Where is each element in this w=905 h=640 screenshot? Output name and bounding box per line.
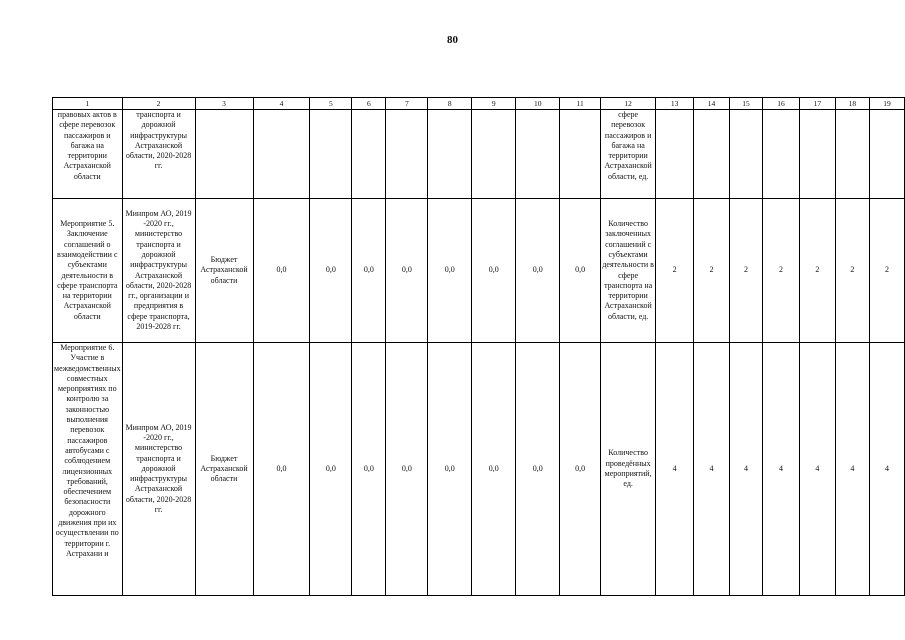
page-number: 80 bbox=[447, 34, 458, 46]
column-header: 1 bbox=[53, 98, 123, 110]
value-cell bbox=[560, 110, 601, 199]
target-cell bbox=[694, 110, 730, 199]
table-header-row bbox=[53, 98, 905, 110]
measure-name-cell: Мероприятие 6. Участие в межведомственных совместных мероприятиях по контролю за законностью выполнения перевозок пассажиров автобусами с соблюдением лицензионных требований, обеспечением безопасности дорожного движения при их осуществлении по территории г. Астрахани и bbox=[53, 343, 123, 596]
table-row bbox=[53, 199, 905, 343]
value-cell bbox=[472, 110, 516, 199]
executor-cell: транспорта и дорожной инфраструктуры Астраханской области, 2020-2028 гг. bbox=[122, 110, 195, 199]
value-cell: 0,0 bbox=[428, 343, 472, 596]
target-cell: 4 bbox=[763, 343, 800, 596]
value-cell: 0,0 bbox=[310, 199, 352, 343]
column-header: 13 bbox=[656, 98, 694, 110]
value-cell: 0,0 bbox=[516, 199, 560, 343]
value-cell bbox=[352, 110, 386, 199]
target-cell bbox=[835, 110, 869, 199]
target-cell: 4 bbox=[656, 343, 694, 596]
column-header: 12 bbox=[601, 98, 656, 110]
indicator-cell: сфере перевозок пассажиров и багажа на территории Астраханской области, ед. bbox=[601, 110, 656, 199]
target-cell: 2 bbox=[656, 199, 694, 343]
target-cell bbox=[656, 110, 694, 199]
target-cell: 4 bbox=[869, 343, 904, 596]
target-cell bbox=[763, 110, 800, 199]
column-header: 4 bbox=[253, 98, 310, 110]
column-header: 6 bbox=[352, 98, 386, 110]
target-cell: 2 bbox=[835, 199, 869, 343]
column-header: 16 bbox=[763, 98, 800, 110]
value-cell: 0,0 bbox=[386, 343, 428, 596]
column-header: 17 bbox=[799, 98, 835, 110]
target-cell bbox=[869, 110, 904, 199]
column-header: 11 bbox=[560, 98, 601, 110]
indicator-cell: Количество заключенных соглашений с субъектами деятельности в сфере транспорта на территории Астраханской области, ед. bbox=[601, 199, 656, 343]
value-cell: 0,0 bbox=[472, 343, 516, 596]
table-row bbox=[53, 343, 905, 596]
measure-name-cell: правовых актов в сфере перевозок пассажиров и багажа на территории Астраханской области bbox=[53, 110, 123, 199]
indicator-cell: Количество проведённых мероприятий, ед. bbox=[601, 343, 656, 596]
value-cell bbox=[253, 110, 310, 199]
target-cell: 2 bbox=[730, 199, 763, 343]
column-header: 7 bbox=[386, 98, 428, 110]
value-cell: 0,0 bbox=[352, 343, 386, 596]
target-cell bbox=[730, 110, 763, 199]
target-cell: 2 bbox=[869, 199, 904, 343]
column-header: 10 bbox=[516, 98, 560, 110]
value-cell: 0,0 bbox=[253, 343, 310, 596]
value-cell bbox=[516, 110, 560, 199]
column-header: 9 bbox=[472, 98, 516, 110]
funding-source-cell: Бюджет Астраханской области bbox=[195, 199, 253, 343]
target-cell: 4 bbox=[799, 343, 835, 596]
column-header: 15 bbox=[730, 98, 763, 110]
target-cell bbox=[799, 110, 835, 199]
column-header: 14 bbox=[694, 98, 730, 110]
value-cell bbox=[428, 110, 472, 199]
table-row bbox=[53, 110, 905, 199]
value-cell: 0,0 bbox=[428, 199, 472, 343]
value-cell: 0,0 bbox=[310, 343, 352, 596]
value-cell: 0,0 bbox=[386, 199, 428, 343]
target-cell: 4 bbox=[835, 343, 869, 596]
executor-cell: Минпром АО, 2019 -2020 гг., министерство транспорта и дорожной инфраструктуры Астраханской области, 2020-2028 гг. bbox=[122, 343, 195, 596]
column-header: 5 bbox=[310, 98, 352, 110]
column-header: 18 bbox=[835, 98, 869, 110]
value-cell: 0,0 bbox=[352, 199, 386, 343]
column-header: 19 bbox=[869, 98, 904, 110]
target-cell: 4 bbox=[730, 343, 763, 596]
column-header: 8 bbox=[428, 98, 472, 110]
column-header: 3 bbox=[195, 98, 253, 110]
target-cell: 2 bbox=[694, 199, 730, 343]
value-cell bbox=[310, 110, 352, 199]
funding-source-cell: Бюджет Астраханской области bbox=[195, 343, 253, 596]
value-cell: 0,0 bbox=[472, 199, 516, 343]
value-cell: 0,0 bbox=[253, 199, 310, 343]
program-table bbox=[52, 97, 905, 596]
target-cell: 4 bbox=[694, 343, 730, 596]
value-cell: 0,0 bbox=[560, 343, 601, 596]
executor-cell: Минпром АО, 2019 -2020 гг., министерство транспорта и дорожной инфраструктуры Астраханской области, 2020-2028 гг., организации и предприятия в сфере транспорта, 2019-2028 гг. bbox=[122, 199, 195, 343]
value-cell: 0,0 bbox=[560, 199, 601, 343]
target-cell: 2 bbox=[763, 199, 800, 343]
value-cell bbox=[386, 110, 428, 199]
value-cell: 0,0 bbox=[516, 343, 560, 596]
measure-name-cell: Мероприятие 5. Заключение соглашений о взаимодействии с субъектами деятельности в сфере транспорта на территории Астраханской области bbox=[53, 199, 123, 343]
funding-source-cell bbox=[195, 110, 253, 199]
column-header: 2 bbox=[122, 98, 195, 110]
target-cell: 2 bbox=[799, 199, 835, 343]
